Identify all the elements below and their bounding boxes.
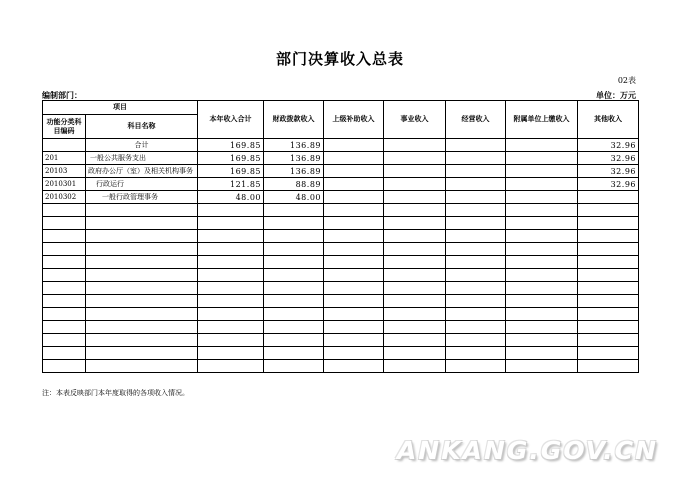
footnote: 注：本表反映部门本年度取得的各项收入情况。 <box>42 389 189 397</box>
empty-row <box>43 256 639 269</box>
empty-cell <box>198 282 264 295</box>
empty-cell <box>384 360 446 373</box>
empty-cell <box>86 334 198 347</box>
row-name: 行政运行 <box>86 178 198 191</box>
header-col-2: 上级补助收入 <box>324 101 384 139</box>
empty-cell <box>43 230 86 243</box>
empty-row <box>43 269 639 282</box>
empty-cell <box>264 321 324 334</box>
row-value <box>446 152 506 165</box>
unit-label: 单位：万元 <box>596 91 636 100</box>
empty-cell <box>446 321 506 334</box>
row-code: 2010302 <box>43 191 86 204</box>
empty-row <box>43 217 639 230</box>
header-col-1: 财政拨款收入 <box>264 101 324 139</box>
empty-cell <box>86 308 198 321</box>
row-value: 88.89 <box>264 178 324 191</box>
empty-row <box>43 334 639 347</box>
dept-label: 编制部门： <box>42 91 82 100</box>
empty-cell <box>264 243 324 256</box>
empty-cell <box>578 347 639 360</box>
empty-cell <box>578 360 639 373</box>
empty-cell <box>198 295 264 308</box>
empty-row <box>43 230 639 243</box>
row-value <box>384 165 446 178</box>
empty-cell <box>43 243 86 256</box>
empty-cell <box>446 360 506 373</box>
header-col-4: 经营收入 <box>446 101 506 139</box>
row-code: 20103 <box>43 165 86 178</box>
row-value <box>324 191 384 204</box>
empty-row <box>43 243 639 256</box>
empty-cell <box>43 308 86 321</box>
empty-cell <box>86 230 198 243</box>
empty-cell <box>384 321 446 334</box>
empty-row <box>43 282 639 295</box>
empty-cell <box>446 230 506 243</box>
row-value <box>324 152 384 165</box>
empty-cell <box>198 243 264 256</box>
row-value: 169.85 <box>198 139 264 152</box>
empty-cell <box>43 269 86 282</box>
header-func-class: 功能分类科目编码 <box>43 115 86 139</box>
empty-cell <box>264 308 324 321</box>
empty-cell <box>264 230 324 243</box>
table-row <box>43 165 639 178</box>
empty-cell <box>506 347 578 360</box>
empty-cell <box>86 347 198 360</box>
empty-cell <box>324 347 384 360</box>
empty-cell <box>43 256 86 269</box>
empty-cell <box>384 334 446 347</box>
empty-cell <box>198 256 264 269</box>
empty-cell <box>86 256 198 269</box>
empty-cell <box>578 295 639 308</box>
empty-row <box>43 360 639 373</box>
empty-cell <box>43 360 86 373</box>
empty-row <box>43 204 639 217</box>
row-value: 121.85 <box>198 178 264 191</box>
empty-row <box>43 321 639 334</box>
empty-cell <box>43 334 86 347</box>
row-value: 32.96 <box>578 178 639 191</box>
row-value: 32.96 <box>578 152 639 165</box>
empty-cell <box>578 204 639 217</box>
empty-cell <box>384 282 446 295</box>
empty-cell <box>198 347 264 360</box>
row-value <box>384 152 446 165</box>
row-name: 一般行政管理事务 <box>86 191 198 204</box>
empty-cell <box>384 230 446 243</box>
row-value: 136.89 <box>264 152 324 165</box>
empty-cell <box>506 295 578 308</box>
empty-cell <box>198 334 264 347</box>
empty-cell <box>324 321 384 334</box>
empty-cell <box>198 308 264 321</box>
empty-cell <box>324 217 384 230</box>
row-value <box>324 139 384 152</box>
empty-cell <box>578 269 639 282</box>
empty-cell <box>506 282 578 295</box>
empty-cell <box>506 230 578 243</box>
row-value <box>578 191 639 204</box>
empty-cell <box>384 243 446 256</box>
empty-cell <box>324 230 384 243</box>
empty-cell <box>446 243 506 256</box>
row-value <box>506 191 578 204</box>
empty-cell <box>324 295 384 308</box>
empty-cell <box>198 230 264 243</box>
row-value: 169.85 <box>198 165 264 178</box>
row-value: 136.89 <box>264 139 324 152</box>
row-value <box>384 139 446 152</box>
empty-cell <box>264 334 324 347</box>
row-code: 201 <box>43 152 86 165</box>
table-row <box>43 139 639 152</box>
empty-cell <box>198 269 264 282</box>
row-value <box>446 165 506 178</box>
empty-cell <box>384 308 446 321</box>
empty-cell <box>43 217 86 230</box>
empty-cell <box>506 256 578 269</box>
empty-cell <box>198 360 264 373</box>
empty-cell <box>506 243 578 256</box>
empty-cell <box>264 204 324 217</box>
empty-cell <box>446 347 506 360</box>
empty-cell <box>384 204 446 217</box>
empty-cell <box>506 269 578 282</box>
empty-cell <box>86 295 198 308</box>
empty-cell <box>446 308 506 321</box>
empty-row <box>43 295 639 308</box>
row-value <box>324 178 384 191</box>
row-value <box>506 178 578 191</box>
empty-cell <box>324 334 384 347</box>
empty-cell <box>198 321 264 334</box>
row-name: 政府办公厅（室）及相关机构事务 <box>86 165 198 178</box>
empty-cell <box>264 256 324 269</box>
empty-cell <box>506 334 578 347</box>
empty-cell <box>446 282 506 295</box>
empty-cell <box>264 217 324 230</box>
row-name: 合计 <box>86 139 198 152</box>
empty-cell <box>86 204 198 217</box>
empty-cell <box>446 334 506 347</box>
header-col-5: 附属单位上缴收入 <box>506 101 578 139</box>
empty-cell <box>384 295 446 308</box>
empty-row <box>43 308 639 321</box>
row-value: 32.96 <box>578 165 639 178</box>
empty-cell <box>198 217 264 230</box>
row-value <box>506 165 578 178</box>
header-subject-name: 科目名称 <box>86 115 198 139</box>
page-title: 部门决算收入总表 <box>275 50 404 68</box>
row-name: 一般公共服务支出 <box>86 152 198 165</box>
empty-cell <box>43 204 86 217</box>
empty-cell <box>506 308 578 321</box>
empty-cell <box>324 282 384 295</box>
empty-cell <box>506 360 578 373</box>
header-col-3: 事业收入 <box>384 101 446 139</box>
row-value: 32.96 <box>578 139 639 152</box>
empty-cell <box>43 295 86 308</box>
empty-cell <box>384 347 446 360</box>
row-value <box>384 191 446 204</box>
empty-cell <box>446 217 506 230</box>
empty-cell <box>198 204 264 217</box>
empty-cell <box>578 334 639 347</box>
empty-cell <box>446 204 506 217</box>
empty-cell <box>264 360 324 373</box>
header-col-0: 本年收入合计 <box>198 101 264 139</box>
empty-cell <box>384 217 446 230</box>
empty-cell <box>578 217 639 230</box>
watermark: ANKANG.GOV.CN <box>396 436 658 465</box>
row-value: 169.85 <box>198 152 264 165</box>
empty-cell <box>578 308 639 321</box>
empty-cell <box>264 269 324 282</box>
table-row <box>43 178 639 191</box>
empty-cell <box>264 295 324 308</box>
row-value: 136.89 <box>264 165 324 178</box>
empty-cell <box>446 256 506 269</box>
empty-cell <box>324 360 384 373</box>
empty-cell <box>324 256 384 269</box>
row-value: 48.00 <box>264 191 324 204</box>
row-value <box>446 139 506 152</box>
empty-cell <box>578 282 639 295</box>
empty-cell <box>446 269 506 282</box>
empty-cell <box>506 217 578 230</box>
empty-cell <box>506 321 578 334</box>
header-col-6: 其他收入 <box>578 101 639 139</box>
empty-cell <box>578 230 639 243</box>
empty-cell <box>384 269 446 282</box>
empty-cell <box>506 204 578 217</box>
empty-cell <box>578 321 639 334</box>
form-number: 02表 <box>617 76 636 85</box>
empty-cell <box>43 347 86 360</box>
income-table <box>42 100 639 373</box>
empty-cell <box>324 243 384 256</box>
row-code: 2010301 <box>43 178 86 191</box>
empty-cell <box>264 282 324 295</box>
row-value <box>324 165 384 178</box>
row-value <box>446 178 506 191</box>
empty-cell <box>43 321 86 334</box>
table-row <box>43 191 639 204</box>
empty-cell <box>86 243 198 256</box>
empty-cell <box>384 256 446 269</box>
table-row <box>43 152 639 165</box>
empty-cell <box>324 204 384 217</box>
row-value: 48.00 <box>198 191 264 204</box>
empty-cell <box>578 256 639 269</box>
empty-cell <box>264 347 324 360</box>
row-code <box>43 139 86 152</box>
empty-cell <box>86 282 198 295</box>
empty-cell <box>578 243 639 256</box>
empty-row <box>43 347 639 360</box>
empty-cell <box>324 269 384 282</box>
empty-cell <box>86 217 198 230</box>
empty-cell <box>86 269 198 282</box>
empty-cell <box>43 282 86 295</box>
header-project: 项目 <box>43 101 198 115</box>
row-value <box>506 139 578 152</box>
empty-cell <box>324 308 384 321</box>
row-value <box>506 152 578 165</box>
row-value <box>384 178 446 191</box>
empty-cell <box>86 321 198 334</box>
empty-cell <box>446 295 506 308</box>
empty-cell <box>86 360 198 373</box>
row-value <box>446 191 506 204</box>
